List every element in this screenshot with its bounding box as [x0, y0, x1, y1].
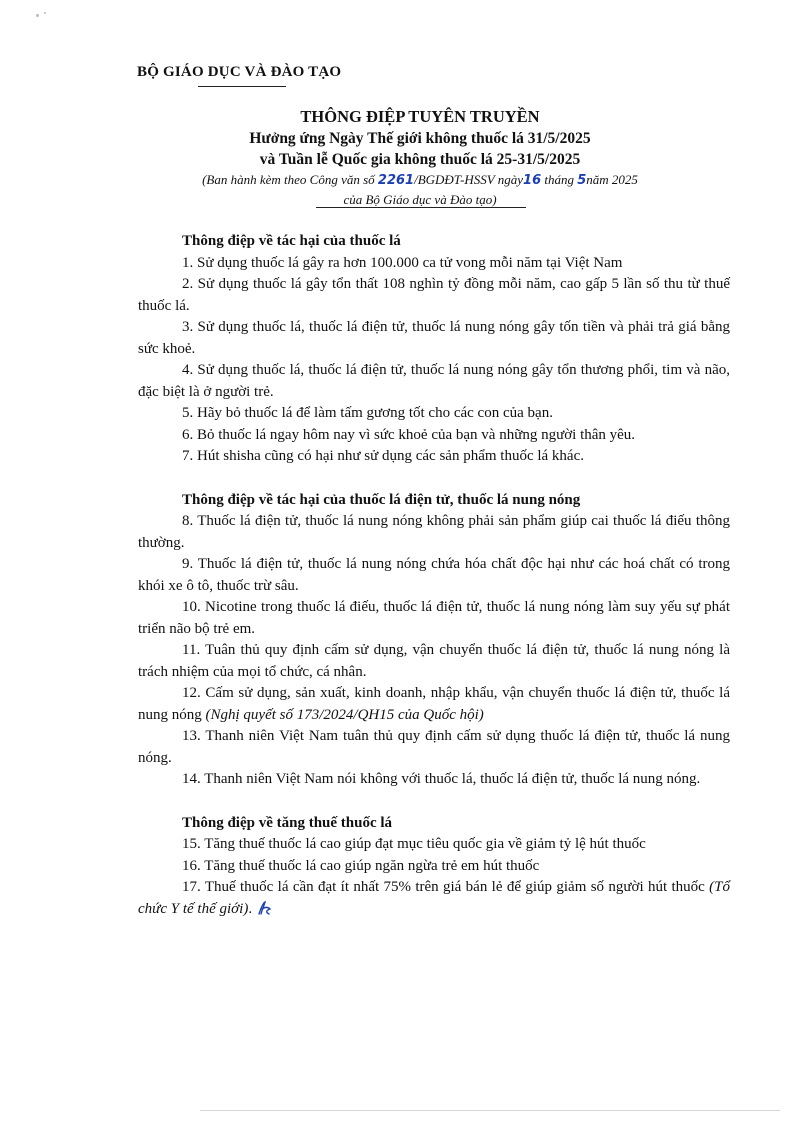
message-item: 5. Hãy bỏ thuốc lá để làm tấm gương tốt cho các con của bạn. [182, 405, 553, 421]
message-item: 4. Sử dụng thuốc lá, thuốc lá điện tử, thuốc lá nung nóng gây tổn thương phổi, tim và não, đặc biệt là ở người trẻ. [138, 362, 730, 400]
message-item [138, 683, 730, 726]
message-item: 1. Sử dụng thuốc lá gây ra hơn 100.000 ca tử vong mỗi năm tại Việt Nam [182, 254, 623, 271]
item-12-text: 12. Cấm sử dụng, sản xuất, kinh doanh, nhập khẩu, vận chuyển thuốc lá điện tử, thuốc lá nung nóng [138, 685, 730, 723]
section-title: Thông điệp về tác hại của thuốc lá [182, 233, 401, 249]
scan-speck [44, 12, 46, 14]
section-title: Thông điệp về tác hại của thuốc lá điện tử, thuốc lá nung nóng [182, 491, 581, 508]
note-mid: /BGDĐT-HSSV ngày [414, 172, 524, 187]
message-item: 14. Thanh niên Việt Nam nói không với thuốc lá, thuốc lá điện tử, thuốc lá nung nóng. [182, 771, 701, 787]
message-item: 6. Bỏ thuốc lá ngay hôm nay vì sức khoẻ của bạn và những người thân yêu. [182, 426, 636, 443]
message-item: 15. Tăng thuế thuốc lá cao giúp đạt mục tiêu quốc gia về giảm tỷ lệ hút thuốc [182, 836, 646, 852]
initial-signature-icon [256, 900, 272, 916]
handwritten-number: 2261 [377, 173, 415, 188]
item-12-citation: (Nghị quyết số 173/2024/QH15 của Quốc hội) [205, 706, 484, 723]
message-item [138, 877, 730, 920]
message-item: 3. Sử dụng thuốc lá, thuốc lá điện tử, thuốc lá nung nóng gây tốn tiền và phải trả giá bằng sức khoẻ. [138, 319, 730, 357]
note-prefix: (Ban hành kèm theo Công văn số [202, 172, 378, 187]
note-month-label: tháng [541, 172, 578, 187]
document-subtitle-2: và Tuần lễ Quốc gia không thuốc lá 25-31/5/2025 [259, 151, 581, 168]
item-17-citation: (Tổ chức Y tế thế giới) [138, 879, 730, 917]
document-title: THÔNG ĐIỆP TUYÊN TRUYỀN [300, 107, 540, 126]
note-underline [316, 207, 526, 208]
scan-edge-line [200, 1110, 780, 1111]
message-item: 10. Nicotine trong thuốc lá điếu, thuốc lá điện tử, thuốc lá nung nóng làm suy yếu sự phát triển não bộ trẻ em. [138, 599, 730, 637]
ministry-underline [198, 86, 286, 87]
document-body [138, 231, 730, 920]
note-year: năm 2025 [586, 172, 638, 187]
handwritten-month: 5 [577, 173, 587, 188]
message-item: 9. Thuốc lá điện tử, thuốc lá nung nóng chứa hóa chất độc hại như các hoá chất có trong khói xe ô tô, thuốc trừ sâu. [138, 556, 730, 594]
document-header [160, 106, 680, 209]
issuance-note-line-2: của Bộ Giáo dục và Đào tạo) [343, 192, 497, 207]
section-gap [138, 791, 730, 813]
section-gap [138, 468, 730, 490]
message-item: 16. Tăng thuế thuốc lá cao giúp ngăn ngừa trẻ em hút thuốc [182, 857, 540, 874]
message-item: 11. Tuân thủ quy định cấm sử dụng, vận chuyển thuốc lá điện tử, thuốc lá nung nóng là trách nhiệm của mọi tổ chức, cá nhân. [138, 642, 730, 680]
message-item: 8. Thuốc lá điện tử, thuốc lá nung nóng không phải sản phẩm giúp cai thuốc lá điếu thông thường. [138, 513, 730, 551]
message-item: 2. Sử dụng thuốc lá gây tổn thất 108 nghìn tỷ đồng mỗi năm, cao gấp 5 lần số thu từ thuế thuốc lá. [138, 276, 730, 314]
message-item: 7. Hút shisha cũng có hại như sử dụng các sản phẩm thuốc lá khác. [182, 448, 584, 464]
scan-speck [36, 14, 39, 17]
item-17-text: 17. Thuế thuốc lá cần đạt ít nhất 75% trên giá bán lẻ để giúp giảm số người hút thuốc [182, 879, 710, 895]
issuance-note [160, 170, 680, 190]
document-subtitle-1: Hưởng ứng Ngày Thế giới không thuốc lá 31/5/2025 [249, 130, 591, 147]
item-17-end: . [248, 900, 253, 917]
message-item: 13. Thanh niên Việt Nam tuân thủ quy định cấm sử dụng thuốc lá điện tử, thuốc lá nung nóng. [138, 728, 730, 766]
section-title: Thông điệp về tăng thuế thuốc lá [182, 814, 393, 831]
handwritten-day: 16 [523, 173, 542, 188]
ministry-name: BỘ GIÁO DỤC VÀ ĐÀO TẠO [137, 64, 342, 80]
